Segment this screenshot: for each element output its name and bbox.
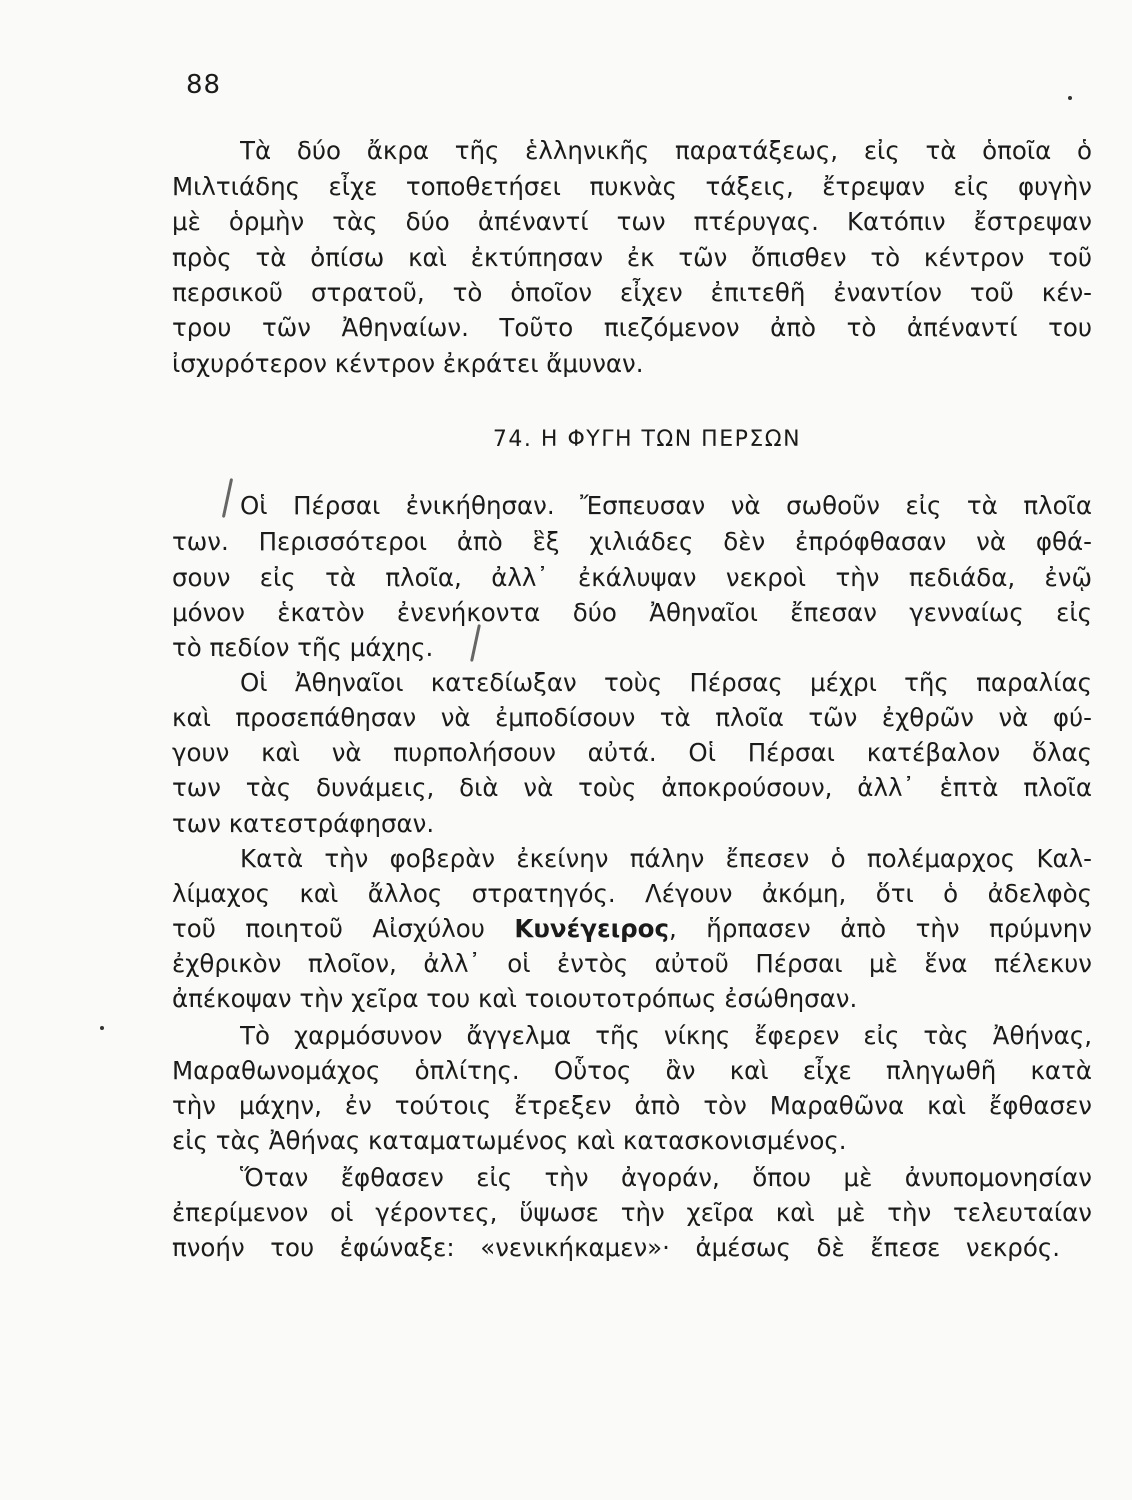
text-line: Οἱ Πέρσαι ἐνικήθησαν. Ἔσπευσαν νὰ σωθοῦν εἰς τὰ πλοῖα (240, 491, 1092, 520)
text-line: καὶ προσεπάθησαν νὰ ἐμποδίσουν τὰ πλοῖα τῶν ἐχθρῶν νὰ φύ- (172, 703, 1092, 732)
text-line: Μαραθωνομάχος ὁπλίτης. Οὗτος ἂν καὶ εἶχε πληγωθῆ κατὰ (172, 1056, 1092, 1085)
text-line: ἰσχυρότερον κέντρον ἐκράτει ἄμυναν. (172, 349, 644, 378)
print-speck (1068, 96, 1072, 100)
text-line: των. Περισσότεροι ἀπὸ ἓξ χιλιάδες δὲν ἐπρόφθασαν νὰ φθά- (172, 527, 1092, 556)
print-speck (100, 1026, 104, 1030)
text-line: λίμαχος καὶ ἄλλος στρατηγός. Λέγουν ἀκόμη, ὅτι ὁ ἀδελφὸς (172, 879, 1092, 908)
text-line: Μιλτιάδης εἶχε τοποθετήσει πυκνὰς τάξεις, ἔτρεψαν εἰς φυγὴν (172, 172, 1092, 201)
text-line: εἰς τὰς Ἀθήνας καταματωμένος καὶ κατασκονισμένος. (172, 1126, 847, 1155)
text-segment: , ἥρπασεν ἀπὸ τὴν πρύμνην (669, 914, 1092, 943)
text-line: Οἱ Ἀθηναῖοι κατεδίωξαν τοὺς Πέρσας μέχρι τῆς παραλίας (240, 668, 1092, 697)
text-line: Κατὰ τὴν φοβερὰν ἐκείνην πάλην ἔπεσεν ὁ πολέμαρχος Καλ- (240, 844, 1092, 873)
page-number: 88 (186, 70, 222, 100)
text-line: Τὰ δύο ἄκρα τῆς ἑλληνικῆς παρατάξεως, εἰς τὰ ὁποῖα ὁ (240, 136, 1092, 165)
text-line: ἀπέκοψαν τὴν χεῖρα του καὶ τοιουτοτρόπως ἐσώθησαν. (172, 984, 858, 1013)
text-line: ἐπερίμενον οἱ γέροντες, ὕψωσε τὴν χεῖρα καὶ μὲ τὴν τελευταίαν (172, 1198, 1092, 1227)
text-line: πνοήν του ἐφώναξε: «νενικήκαμεν»· ἀμέσως δὲ ἔπεσε νεκρός. (172, 1233, 1060, 1262)
text-line: πρὸς τὰ ὀπίσω καὶ ἐκτύπησαν ἐκ τῶν ὄπισθεν τὸ κέντρον τοῦ (172, 243, 1092, 272)
text-line: τὸ πεδίον τῆς μάχης. (172, 633, 434, 662)
kynegeiros-name: Κυνέγειρος (514, 914, 670, 943)
text-line: μὲ ὁρμὴν τὰς δύο ἀπέναντί των πτέρυγας. Κατόπιν ἔστρεψαν (172, 207, 1092, 236)
text-line: τὴν μάχην, ἐν τούτοις ἔτρεξεν ἀπὸ τὸν Μαραθῶνα καὶ ἔφθασεν (172, 1091, 1092, 1120)
text-line-kynegeiros (172, 911, 1092, 947)
text-line: ἐχθρικὸν πλοῖον, ἀλλ᾽ οἱ ἐντὸς αὐτοῦ Πέρσαι μὲ ἕνα πέλεκυν (172, 949, 1092, 978)
pencil-mark (222, 478, 233, 518)
text-line: των τὰς δυνάμεις, διὰ νὰ τοὺς ἀποκρούσουν, ἀλλ᾽ ἑπτὰ πλοῖα (172, 773, 1092, 802)
text-line: Ὅταν ἔφθασεν εἰς τὴν ἀγοράν, ὅπου μὲ ἀνυπομονησίαν (240, 1163, 1092, 1192)
text-line: μόνον ἑκατὸν ἐνενήκοντα δύο Ἀθηναῖοι ἔπεσαν γενναίως εἰς (172, 598, 1092, 627)
text-line: σουν εἰς τὰ πλοῖα, ἀλλ᾽ ἐκάλυψαν νεκροὶ τὴν πεδιάδα, ἐνῷ (172, 563, 1092, 592)
text-line: περσικοῦ στρατοῦ, τὸ ὁποῖον εἶχεν ἐπιτεθῆ ἐναντίον τοῦ κέν- (172, 278, 1092, 307)
section-heading: 74. Η ΦΥΓΗ ΤΩΝ ΠΕΡΣΩΝ (492, 427, 802, 452)
text-line: τρου τῶν Ἀθηναίων. Τοῦτο πιεζόμενον ἀπὸ τὸ ἀπέναντί του (172, 313, 1092, 342)
text-line: των κατεστράφησαν. (172, 809, 435, 838)
text-line: Τὸ χαρμόσυνον ἄγγελμα τῆς νίκης ἔφερεν εἰς τὰς Ἀθήνας, (240, 1021, 1092, 1050)
text-segment: τοῦ ποιητοῦ Αἰσχύλου (172, 914, 515, 943)
text-line: γουν καὶ νὰ πυρπολήσουν αὐτά. Οἱ Πέρσαι κατέβαλον ὅλας (172, 738, 1092, 767)
